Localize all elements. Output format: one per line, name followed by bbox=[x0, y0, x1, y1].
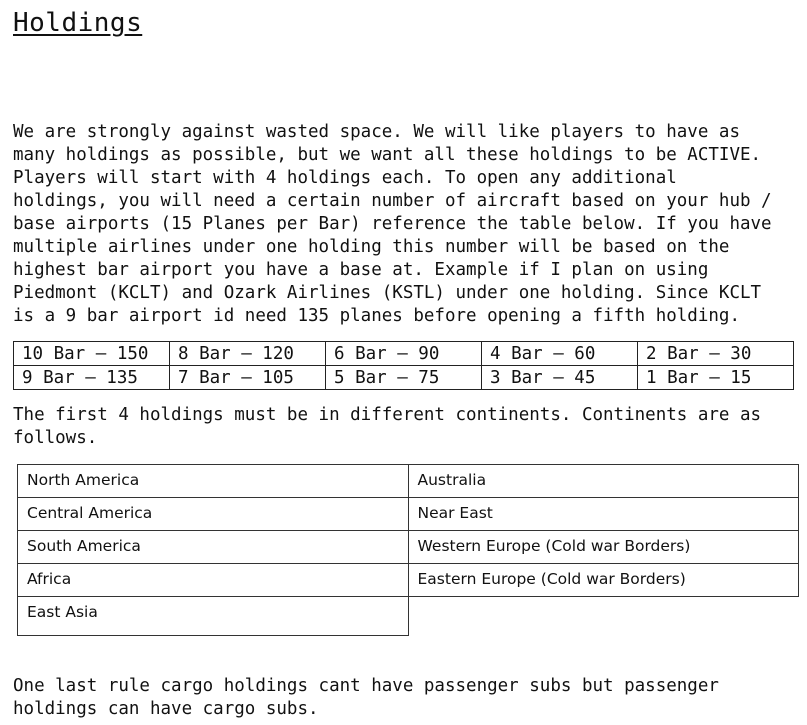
intro-line: We are strongly against wasted space. We will like players to have as bbox=[13, 122, 740, 142]
table-row bbox=[18, 597, 799, 636]
table-cell: 8 Bar – 120 bbox=[170, 342, 326, 366]
table-row bbox=[18, 498, 799, 531]
table-cell: 6 Bar – 90 bbox=[326, 342, 482, 366]
continent-cell: East Asia bbox=[18, 597, 409, 636]
continents-intro-paragraph bbox=[13, 404, 761, 450]
cargo-rule-paragraph bbox=[13, 675, 719, 721]
table-cell: 1 Bar – 15 bbox=[638, 366, 794, 390]
intro-line: multiple airlines under one holding this number will be based on the bbox=[13, 237, 730, 257]
continents-intro-line: The first 4 holdings must be in different continents. Continents are as bbox=[13, 405, 762, 425]
table-row bbox=[18, 564, 799, 597]
continents-intro-line: follows. bbox=[13, 428, 98, 448]
intro-line: Players will start with 4 holdings each. To open any additional bbox=[13, 168, 677, 188]
table-cell: 7 Bar – 105 bbox=[170, 366, 326, 390]
table-cell: 2 Bar – 30 bbox=[638, 342, 794, 366]
continents-table bbox=[17, 464, 799, 636]
intro-paragraph bbox=[13, 121, 772, 328]
continent-cell: Africa bbox=[18, 564, 409, 597]
table-cell: 9 Bar – 135 bbox=[14, 366, 170, 390]
table-cell: 3 Bar – 45 bbox=[482, 366, 638, 390]
table-cell: 10 Bar – 150 bbox=[14, 342, 170, 366]
continent-cell: South America bbox=[18, 531, 409, 564]
intro-line: base airports (15 Planes per Bar) reference the table below. If you have bbox=[13, 214, 772, 234]
table-row bbox=[14, 366, 794, 390]
continent-cell: Western Europe (Cold war Borders) bbox=[408, 531, 799, 564]
table-row bbox=[18, 465, 799, 498]
table-row bbox=[18, 531, 799, 564]
cargo-rule-line: One last rule cargo holdings cant have passenger subs but passenger bbox=[13, 676, 719, 696]
page-title: Holdings bbox=[13, 8, 143, 38]
empty-cell bbox=[408, 597, 799, 636]
continent-cell: Australia bbox=[408, 465, 799, 498]
table-cell: 4 Bar – 60 bbox=[482, 342, 638, 366]
table-row bbox=[14, 342, 794, 366]
intro-line: holdings, you will need a certain number of aircraft based on your hub / bbox=[13, 191, 772, 211]
intro-line: Piedmont (KCLT) and Ozark Airlines (KSTL) under one holding. Since KCLT bbox=[13, 283, 762, 303]
continent-cell: North America bbox=[18, 465, 409, 498]
cargo-rule-line: holdings can have cargo subs. bbox=[13, 699, 319, 719]
intro-line: is a 9 bar airport id need 135 planes before opening a fifth holding. bbox=[13, 306, 740, 326]
bar-requirements-table bbox=[13, 341, 794, 390]
intro-line: highest bar airport you have a base at. Example if I plan on using bbox=[13, 260, 709, 280]
intro-line: many holdings as possible, but we want all these holdings to be ACTIVE. bbox=[13, 145, 762, 165]
table-cell: 5 Bar – 75 bbox=[326, 366, 482, 390]
continent-cell: Eastern Europe (Cold war Borders) bbox=[408, 564, 799, 597]
continent-cell: Near East bbox=[408, 498, 799, 531]
continent-cell: Central America bbox=[18, 498, 409, 531]
